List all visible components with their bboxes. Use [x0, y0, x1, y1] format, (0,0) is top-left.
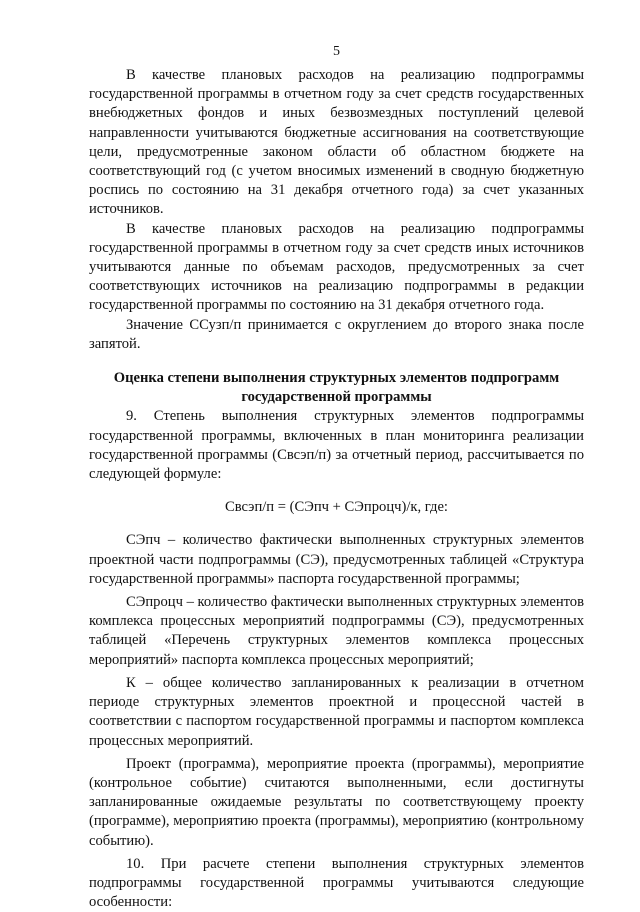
section-heading: Оценка степени выполнения структурных элементов подпрограмм государственной программы: [113, 370, 560, 406]
definition-sepch: СЭпч – количество фактически выполненных структурных элементов проектной части подпрограммы (СЭ), предусмотренных таблицей «Структура государственной программы» паспорта государственной программы;: [89, 532, 584, 587]
definition-seprocch: СЭпроцч – количество фактически выполненных структурных элементов комплекса процессных мероприятий подпрограммы (СЭ), предусмотренных таблицей «Перечень структурных элементов комплекса процессных мероприятий» паспорта комплекса процессных мероприятий;: [89, 594, 584, 668]
paragraph-planned-expenses-other-sources: В качестве плановых расходов на реализацию подпрограммы государственной программы в отчетном году за счет средств иных источников учитываются данные по объемам расходов, предусмотренных за счет соответствующих источников на реализацию подпрограммы в редакции государственной программы по состоянию на 31 декабря отчетного года.: [89, 220, 584, 314]
paragraph-planned-expenses-funds: В качестве плановых расходов на реализацию подпрограммы государственной программы в отчетном году за счет средств государственных внебюджетных фондов и иных безвозмездных поступлений целевой направленности учитываются бюджетные ассигнования на соответствующие цели, предусмотренные законом области об областном бюджете на соответствующий год (с учетом вносимых изменений в сводную бюджетную роспись по состоянию на 31 декабря отчетного года) за счет указанных источников.: [89, 67, 584, 218]
paragraph-10: 10. При расчете степени выполнения структурных элементов подпрограммы государственной программы учитываются следующие особенности:: [89, 855, 584, 911]
paragraph-project-completed: Проект (программа), мероприятие проекта (программы), мероприятие (контрольное событие) считаются выполненными, если достигнуты запланированные ожидаемые результаты по соответствующему проекту (программе), мероприятию проекта (программы), мероприятию (контрольному событию).: [89, 755, 584, 849]
definition-k: К – общее количество запланированных к реализации в отчетном периоде структурных элементов проектной и процессной частей в соответствии с паспортом государственной программы и паспортом комплекса процессных мероприятий.: [89, 674, 584, 749]
paragraph-rounding: Значение ССузп/п принимается с округлением до второго знака после запятой.: [89, 316, 584, 352]
paragraph-9: 9. Степень выполнения структурных элементов подпрограммы государственной программы, включенных в план мониторинга реализации государственной программы (Свсэп/п) за отчетный период, рассчитывается по следующей формуле:: [89, 408, 584, 483]
page-number: 5: [333, 44, 340, 59]
formula: Свсэп/п = (СЭпч + СЭпроцч)/к, где:: [224, 499, 448, 516]
